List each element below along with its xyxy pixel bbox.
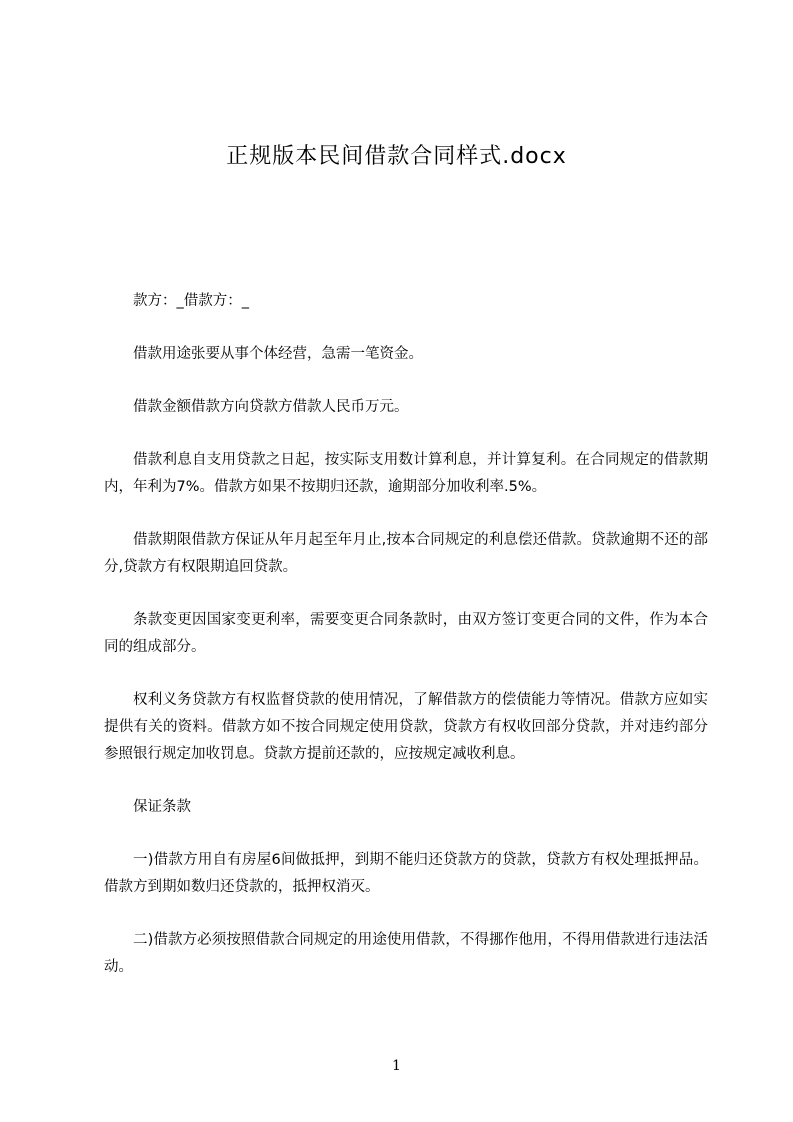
page-number: 1 [392, 1058, 401, 1074]
paragraph-loan-term: 借款期限借款方保证从年月起至年月止,按本合同规定的利息偿还借款。贷款逾期不还的部分,贷款方有权限期追回贷款。 [104, 532, 708, 575]
paragraph-parties: 款方：_借款方：_ [133, 293, 249, 309]
paragraph-rights-obligations: 权利义务贷款方有权监督贷款的使用情况，了解借款方的偿债能力等情况。借款方应如实提供有关的资料。借款方如不按合同规定使用贷款，贷款方有权收回部分贷款，并对违约部分参照银行规定加收罚息。贷款方提前还款的，应按规定减收利息。 [104, 692, 708, 762]
paragraph-loan-purpose: 借款用途张要从事个体经营，急需一笔资金。 [133, 346, 423, 362]
paragraph-guarantee-2: 二)借款方必须按照借款合同规定的用途使用借款，不得挪作他用，不得用借款进行违法活动。 [104, 932, 708, 975]
paragraph-guarantee-heading: 保证条款 [133, 799, 191, 815]
document-title: 正规版本民间借款合同样式.docx [226, 144, 567, 169]
paragraph-loan-amount: 借款金额借款方向贷款方借款人民币万元。 [133, 399, 409, 415]
paragraph-loan-interest: 借款利息自支用贷款之日起，按实际支用数计算利息，并计算复利。在合同规定的借款期内，年利为7%。借款方如果不按期归还款，逾期部分加收利率.5%。 [104, 452, 708, 495]
document-body [104, 288, 708, 1007]
paragraph-guarantee-1: 一)借款方用自有房屋6间做抵押，到期不能归还贷款方的贷款，贷款方有权处理抵押品。借款方到期如数归还贷款的，抵押权消灭。 [104, 852, 708, 895]
paragraph-clause-change: 条款变更因国家变更利率，需要变更合同条款时，由双方签订变更合同的文件，作为本合同的组成部分。 [104, 612, 708, 655]
